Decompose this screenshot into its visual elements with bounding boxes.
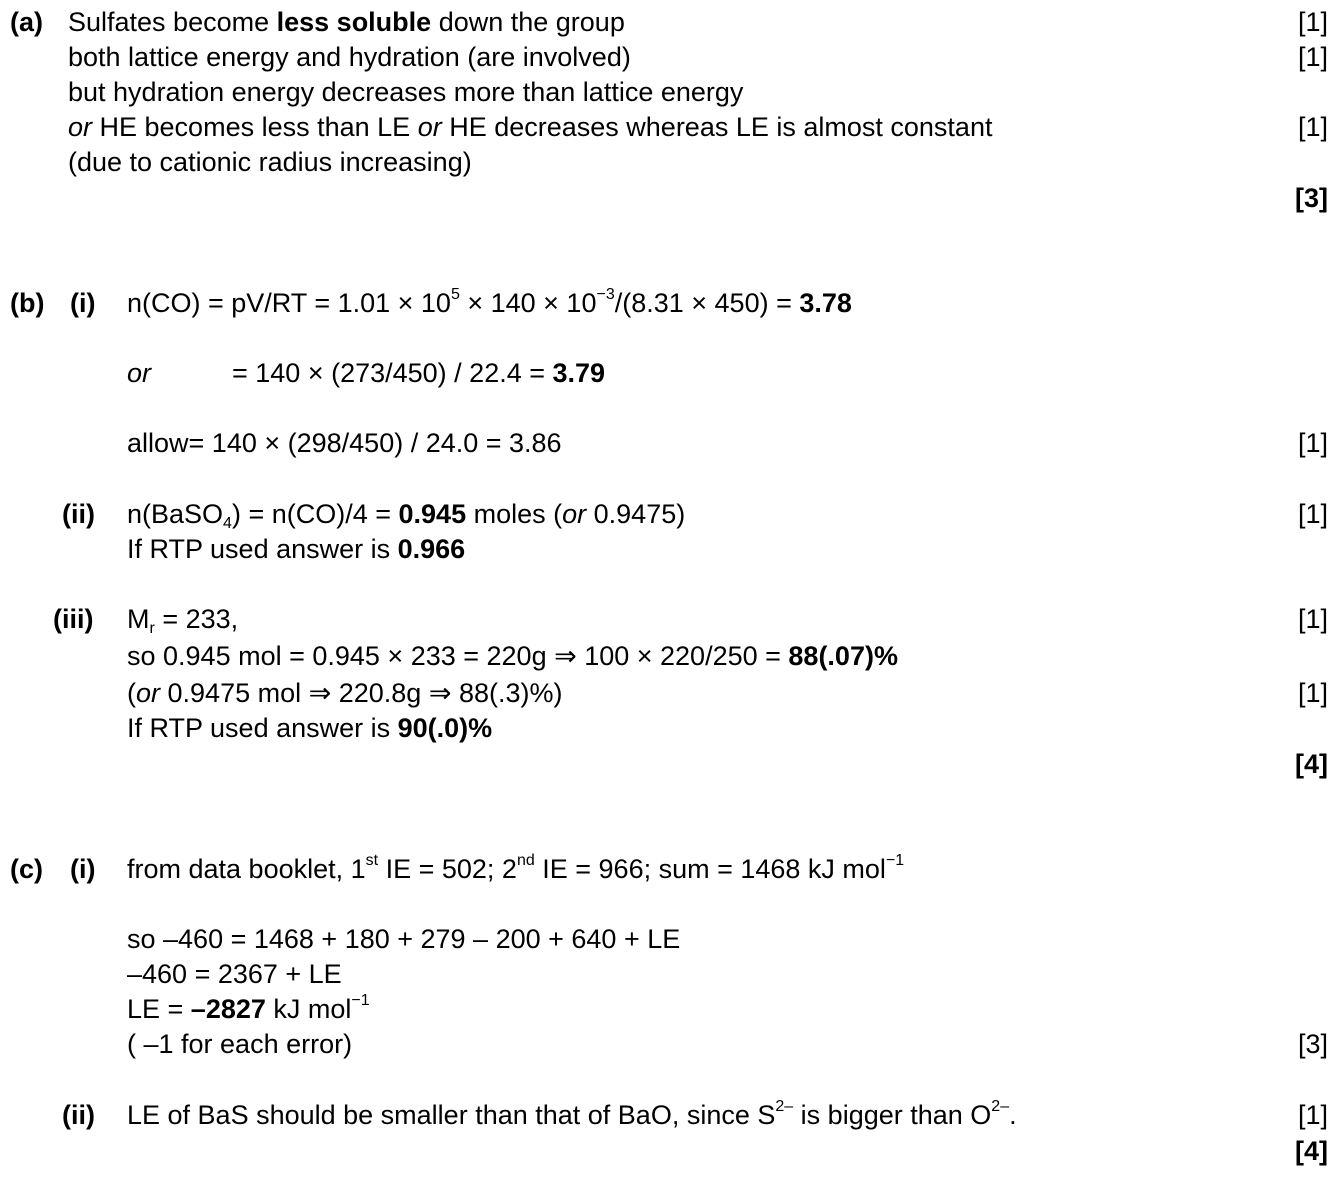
part-b-i-line-2: = 140 × (273/450) / 22.4 = 3.79 (232, 358, 606, 388)
part-c-i-line-4: LE = –2827 kJ mol$^{-1}$ (127, 992, 370, 1024)
part-a-line-4: or HE becomes less than LE or HE decreases whereas LE is almost constant (68, 112, 993, 142)
part-b-ii-line-1: n(BaSO$_4$) = n(CO)/4 = 0.945 moles (or 0.9475) (127, 499, 686, 532)
part-b-iii-mark-1: [1] (1297, 604, 1328, 634)
part-c-label: (c) (10, 854, 43, 884)
part-a-mark-1: [1] (1297, 7, 1328, 37)
part-a-line-2: both lattice energy and hydration (are involved) (68, 42, 631, 72)
part-b-i-mark: [1] (1297, 428, 1328, 458)
part-c-ii-label: (ii) (62, 1100, 95, 1130)
part-c-i-mark: [3] (1297, 1029, 1328, 1059)
part-b-i-or: or (127, 358, 152, 388)
part-b-iii-label: (iii) (53, 604, 94, 634)
part-b-ii-mark: [1] (1297, 499, 1328, 529)
part-b-i-line-1: $n(CO) = pV/RT = 1.01 \times 10^5 \times 140 \times 10^{-3}/(8.31 \times 450) = 3.78$ (127, 286, 852, 318)
part-a-line-1: Sulfates become less soluble down the group (68, 7, 625, 37)
part-b-ii-line-2: If RTP used answer is 0.966 (127, 534, 466, 564)
part-a-label: (a) (10, 7, 43, 37)
part-b-iii-line-2: so 0.945 mol = 0.945 × 233 = 220g ⇒ 100 × 220/250 = 88(.07)% (127, 641, 898, 671)
part-c-i-line-1: from data booklet, 1st IE = 502; 2nd IE = 966; sum = 1468 kJ mol$^{-1}$ (127, 852, 905, 884)
part-b-i-label: (i) (70, 288, 96, 318)
part-a-line-5: (due to cationic radius increasing) (68, 147, 472, 177)
part-a-line-3: but hydration energy decreases more than lattice energy (68, 77, 744, 107)
part-b-label: (b) (10, 288, 45, 318)
part-c-ii-mark: [1] (1297, 1100, 1328, 1130)
part-c-i-label: (i) (70, 854, 96, 884)
part-a-total-mark: [3] (1295, 183, 1328, 213)
part-c-i-line-5: ( –1 for each error) (127, 1029, 353, 1059)
part-b-total-mark: [4] (1295, 749, 1328, 779)
part-c-ii-line-1: LE of BaS should be smaller than that of BaO, since $S^{2-}$ is bigger than $O^{2-}$. (127, 1098, 1017, 1130)
part-b-i-line-3: allow= 140 × (298/450) / 24.0 = 3.86 (127, 428, 562, 458)
part-b-iii-line-4: If RTP used answer is 90(.0)% (127, 713, 493, 743)
part-b-ii-label: (ii) (62, 499, 95, 529)
part-a-mark-3: [1] (1297, 112, 1328, 142)
part-b-iii-line-1: $M_r = 233$, (127, 604, 239, 637)
part-b-iii-mark-2: [1] (1297, 678, 1328, 708)
part-a-mark-2: [1] (1297, 42, 1328, 72)
part-c-i-line-2: so –460 = 1468 + 180 + 279 – 200 + 640 + LE (127, 924, 681, 954)
part-c-i-line-3: –460 = 2367 + LE (127, 959, 342, 989)
part-b-iii-line-3: (or 0.9475 mol ⇒ 220.8g ⇒ 88(.3)%) (127, 678, 563, 708)
part-c-total-mark: [4] (1295, 1136, 1328, 1166)
